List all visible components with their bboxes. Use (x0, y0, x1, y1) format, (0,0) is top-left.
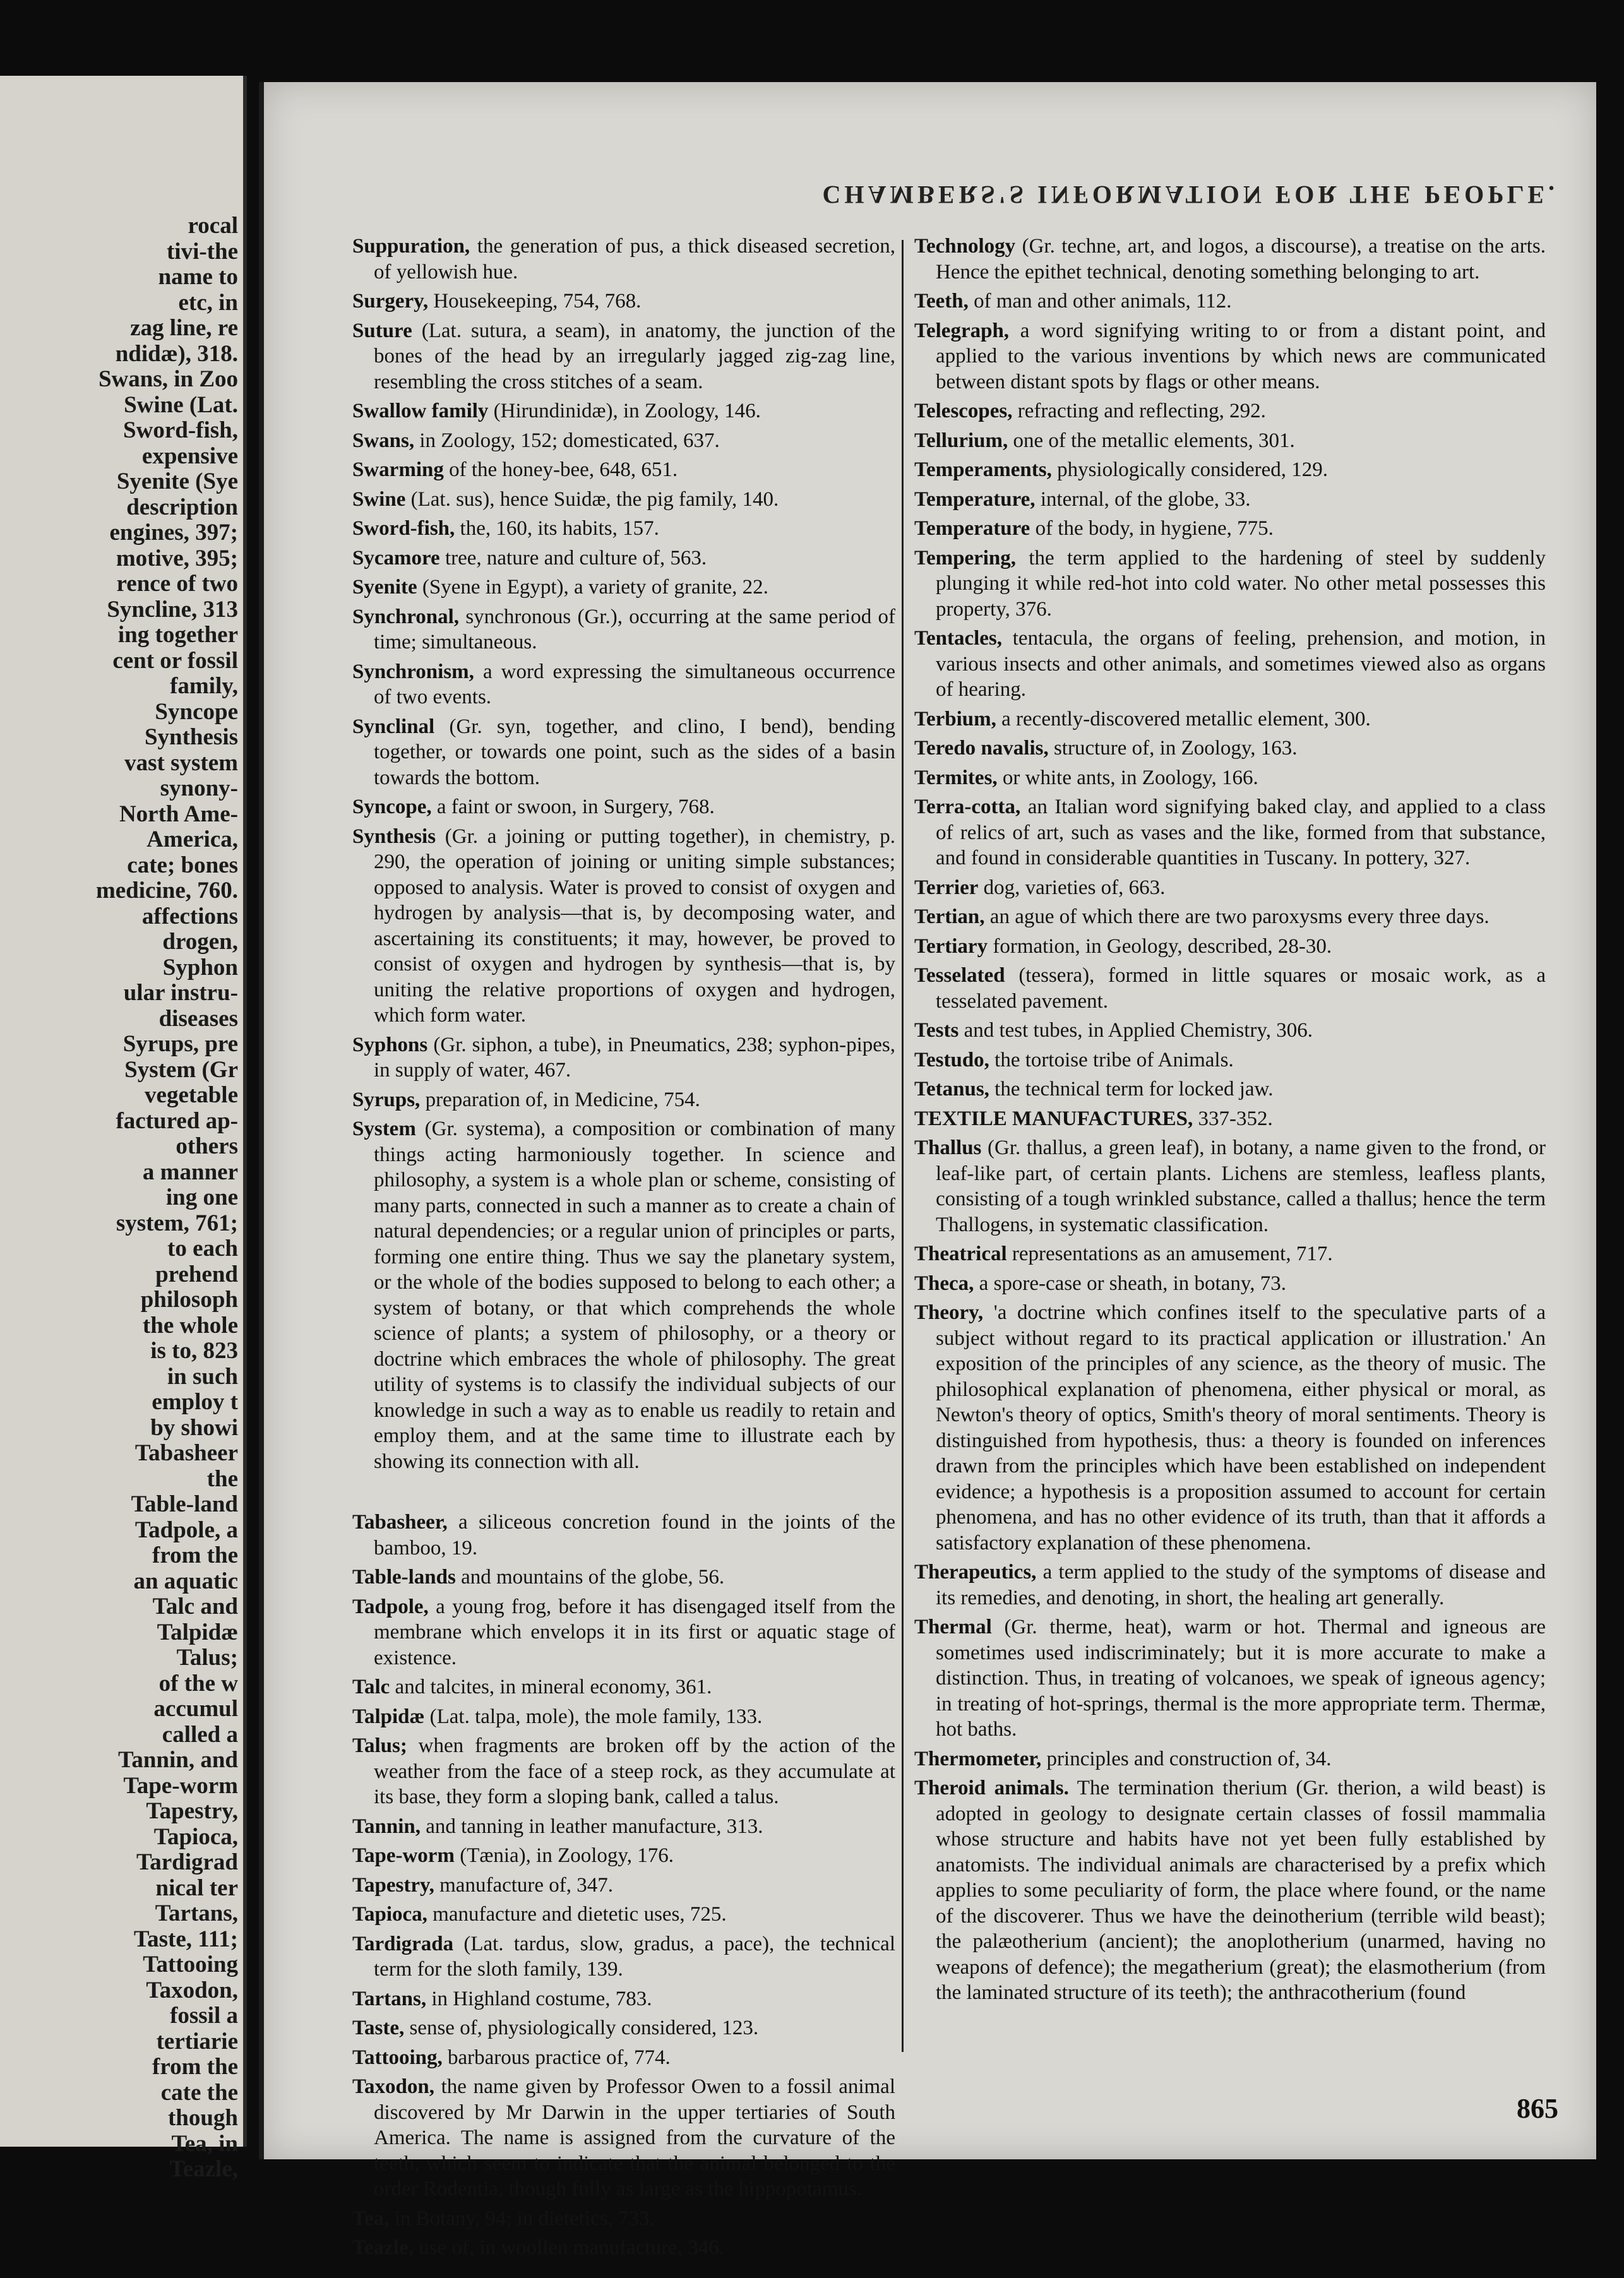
facing-page-line: tertiarie (156, 2028, 238, 2054)
entry-text: the technical term for locked jaw. (994, 1078, 1274, 1100)
entry-text: a word signifying writing to or from a distant point, and applied to the various inventions by which news are communicated between distant spots by flags or other means. (936, 319, 1546, 393)
entry-text: a spore-case or sheath, in botany, 73. (979, 1272, 1286, 1295)
index-entry (914, 1775, 1546, 2006)
index-entry (914, 398, 1546, 424)
entry-text: dog, varieties of, 663. (983, 876, 1166, 899)
index-entry (352, 516, 895, 542)
facing-page-line: Taste, 111; (133, 1926, 238, 1952)
entry-headword: Tadpole, (352, 1595, 429, 1618)
index-entry (352, 457, 895, 483)
entry-text: and tanning in leather manufacture, 313. (426, 1815, 763, 1838)
entry-text: in Zoology, 152; domesticated, 637. (419, 429, 720, 452)
entry-headword: Tellurium, (914, 429, 1008, 452)
facing-page-line: Talus; (176, 1645, 238, 1671)
entry-headword: Synchronism, (352, 660, 474, 683)
index-entry (352, 714, 895, 791)
facing-page-line: is to, 823 (150, 1338, 238, 1364)
entry-headword: Theca, (914, 1272, 974, 1295)
facing-page-line: in such (167, 1363, 238, 1390)
entry-text: internal, of the globe, 33. (1040, 487, 1251, 511)
index-entry (352, 1733, 895, 1810)
entry-text: the name given by Professor Owen to a fossil animal discovered by Mr Darwin in the upper tertiaries of South America. The name is assigned from the curvature of the teeth, which seem to indicate that the animal belonged to the order Rodentia, though fully as large as the hippopotamus. (374, 2075, 895, 2200)
entry-headword: Telegraph, (914, 319, 1010, 342)
entry-headword: Talc (352, 1676, 390, 1698)
facing-page-line: medicine, 760. (95, 878, 238, 903)
entry-headword: Tapestry, (352, 1873, 434, 1897)
facing-page-line: vegetable (145, 1082, 238, 1108)
index-column-right (914, 234, 1546, 2010)
entry-headword: Syrups, (352, 1088, 421, 1111)
entry-headword: Table-lands (352, 1566, 456, 1589)
index-entry (914, 875, 1546, 901)
entry-text: manufacture and dietetic uses, 725. (433, 1903, 727, 1926)
entry-headword: Theory, (914, 1301, 984, 1324)
facing-page-line: ular instru- (123, 980, 238, 1006)
entry-text: a term applied to the study of the symptoms of disease and its remedies, and denoting, in short, the healing art generally. (936, 1561, 1546, 1609)
facing-page-line: employ t (152, 1389, 238, 1415)
entry-headword: Synchronal, (352, 605, 460, 628)
entry-headword: Terrier (914, 876, 979, 899)
entry-headword: Tartans, (352, 1987, 427, 2010)
index-entry (352, 1032, 895, 1083)
facing-page-line: America, (146, 826, 238, 852)
entry-text: (Gr. therme, heat), warm or hot. Thermal and igneous are sometimes used indiscriminately; but it is more accurate to make a distinction. Thus, in treating of volcanoes, we speak of igneous agency; in treating of hot-springs, thermal is the more appropriate term. Thermæ, hot baths. (936, 1616, 1546, 1741)
index-entry (352, 1986, 895, 2012)
entry-headword: Syenite (352, 576, 417, 599)
index-entry (914, 457, 1546, 483)
entry-headword: Suppuration, (352, 235, 470, 258)
index-entry (352, 2206, 895, 2232)
index-entry (914, 1135, 1546, 1237)
entry-headword: Thallus (914, 1136, 982, 1159)
entry-text: refracting and reflecting, 292. (1017, 400, 1266, 422)
index-entry (914, 963, 1546, 1014)
entry-headword: Swans, (352, 429, 415, 452)
facing-page-line: the whole (142, 1312, 238, 1339)
index-entry (352, 398, 895, 424)
facing-page-line: expensive (141, 443, 238, 469)
facing-page-line: Tape-worm (123, 1772, 238, 1799)
index-entry (352, 824, 895, 1029)
entry-text: (Lat. talpa, mole), the mole family, 133. (429, 1705, 763, 1728)
facing-page-line: fossil a (170, 2003, 238, 2029)
entry-headword: Terra-cotta, (914, 796, 1021, 818)
entry-text: physiologically considered, 129. (1057, 458, 1328, 481)
facing-page-line: engines, 397; (109, 520, 238, 546)
entry-text: (Gr. a joining or putting together), in chemistry, p. 290, the operation of joining or uniting simple substances; opposed to analysis. Water is proved to consist of oxygen and hydrogen by analysis—that is, by decomposing water, and ascertaining its constituents; it may, however, be proved to consist of oxygen and hydrogen by synthesis—that is, by uniting the relative proportions of oxygen and hydrogen, which form water. (374, 825, 896, 1027)
page-number: 865 (1517, 2093, 1558, 2124)
index-entry (352, 1116, 895, 1474)
index-entry (352, 604, 895, 655)
facing-page-line: by showi (150, 1414, 238, 1441)
entry-text: (Gr. systema), a composition or combination of many things acting harmoniously together. In science and philosophy, a system is a whole plan or scheme, consisting of many parts, connected in such a manner as to create a chain of natural dependencies; or a regular union of principles or parts, forming one entire thing. Thus we say the planetary system, or the whole of the bodies supposed to belong to each other; a system of botany, or that which comprehends the whole science of plants; a system of philosophy, or a theory or doctrine which embraces the whole of philosophy. The great utility of systems is to classify the individual subjects of our knowledge in such a way as to enable us readily to retain and employ them, and at the same time to illustrate each by showing its connection with all. (374, 1118, 896, 1473)
index-entry (352, 2015, 895, 2041)
entry-headword: Swallow family (352, 400, 489, 422)
facing-page-line: drogen, (162, 929, 238, 955)
entry-text: Housekeeping, 754, 768. (433, 290, 642, 313)
index-entry (914, 1106, 1546, 1132)
index-entry (914, 1300, 1546, 1556)
facing-page-line: Synthesis (144, 724, 238, 750)
entry-text: use of, in woollen manufacture, 346. (419, 2236, 724, 2259)
entry-text: (Tænia), in Zoology, 176. (460, 1844, 674, 1867)
entry-headword: Sword-fish, (352, 517, 455, 540)
entry-text: 337-352. (1198, 1107, 1273, 1130)
facing-page-line: Syenite (Sye (116, 468, 238, 494)
facing-page-line: cate; bones (127, 852, 238, 878)
index-entry (352, 289, 895, 314)
entry-text: (tessera), formed in little squares or mosaic work, as a tesselated pavement. (936, 964, 1546, 1013)
facing-page-line: description (126, 494, 238, 520)
index-entry (352, 1814, 895, 1840)
index-entry (352, 1902, 895, 1928)
entry-headword: System (352, 1118, 416, 1140)
facing-page-fragment (0, 76, 247, 2182)
facing-page-line: affections (141, 903, 238, 929)
entry-headword: Testudo, (914, 1048, 989, 1071)
facing-page-line: zag line, re (130, 315, 238, 341)
entry-headword: Taste, (352, 2017, 405, 2039)
facing-page-line: though (167, 2105, 238, 2131)
entry-headword: Tannin, (352, 1815, 421, 1838)
column-rule (902, 240, 904, 2052)
facing-page-line: to each (167, 1236, 238, 1261)
index-entry (352, 1674, 895, 1700)
entry-text: the tortoise tribe of Animals. (994, 1048, 1234, 1071)
index-entry (352, 1704, 895, 1730)
index-entry (914, 289, 1546, 314)
facing-page-line: Tattooing (143, 1952, 238, 1977)
index-entry (914, 934, 1546, 960)
entry-headword: Syphons (352, 1033, 428, 1056)
entry-text: (Gr. techne, art, and logos, a discourse), a treatise on the arts. Hence the epithet technical, denoting something belonging to art. (936, 235, 1546, 283)
entry-text: in Botany, 94; in dietetics, 733. (394, 2207, 655, 2230)
entry-text: in Highland costume, 783. (431, 1987, 652, 2010)
entry-text: representations as an amusement, 717. (1012, 1243, 1333, 1265)
entry-headword: Surgery, (352, 290, 429, 313)
index-entry (914, 487, 1546, 513)
facing-page-line: Sword-fish, (123, 417, 238, 443)
facing-page-line: name to (158, 264, 238, 290)
entry-text: sense of, physiologically considered, 123. (409, 2017, 759, 2039)
entry-headword: Technology (914, 235, 1016, 258)
facing-page-line: Tartans, (155, 1900, 238, 1926)
entry-headword: Telescopes, (914, 400, 1013, 422)
facing-page-line: cent or fossil (112, 647, 238, 674)
entry-text: the generation of pus, a thick diseased secretion, of yellowish hue. (374, 235, 895, 283)
entry-text: synchronous (Gr.), occurring at the same period of time; simultaneous. (374, 605, 895, 653)
facing-page-line: synony- (160, 775, 238, 801)
entry-text: of the honey-bee, 648, 651. (449, 458, 678, 481)
facing-page-line: from the (152, 2054, 238, 2080)
entry-text: structure of, in Zoology, 163. (1053, 737, 1298, 760)
facing-page-line: others (176, 1133, 238, 1159)
entry-text: barbarous practice of, 774. (447, 2046, 671, 2069)
index-entry (914, 1241, 1546, 1267)
entry-headword: Tertiary (914, 934, 988, 958)
index-entry (914, 1746, 1546, 1772)
entry-headword: TEXTILE MANUFACTURES, (914, 1107, 1193, 1130)
entry-headword: Tapioca, (352, 1903, 427, 1926)
index-entry (352, 1843, 895, 1869)
facing-page-line: North Ame- (119, 801, 238, 827)
entry-headword: Suture (352, 319, 412, 342)
index-entry (914, 707, 1546, 732)
index-entry (914, 765, 1546, 791)
facing-page-line: factured ap- (116, 1107, 238, 1134)
index-entry (914, 546, 1546, 623)
entry-text: a siliceous concretion found in the joints of the bamboo, 19. (374, 1511, 895, 1559)
entry-text: (Gr. thallus, a green leaf), in botany, a name given to the frond, or leaf-like part, of certain plants. Lichens are stemless, leafless plants, consisting of a tough wrinkled substance, called a thallus; hence the term Thallogens, in systematic classification. (936, 1136, 1546, 1236)
entry-text: (Lat. sus), hence Suidæ, the pig family, 140. (410, 487, 779, 511)
facing-page-line: the (206, 1465, 238, 1492)
facing-page-line: System (Gr (124, 1056, 238, 1083)
index-entry (352, 487, 895, 513)
running-head: CHAMBERS'S INFORMATION FOR THE PEOPLE. (822, 181, 1558, 209)
entry-headword: Tests (914, 1019, 959, 1042)
entry-headword: Synthesis (352, 825, 436, 848)
entry-text: and mountains of the globe, 56. (461, 1566, 725, 1589)
facing-page-line: tivi-the (166, 238, 238, 265)
entry-text: preparation of, in Medicine, 754. (425, 1088, 700, 1111)
facing-page-line: a manner (142, 1159, 238, 1185)
facing-page-line: rocal (188, 213, 238, 239)
index-entry (914, 1047, 1546, 1073)
index-entry (914, 1076, 1546, 1102)
entry-text: (Syene in Egypt), a variety of granite, 22. (422, 576, 768, 599)
entry-text: the term applied to the hardening of steel by suddenly plunging it while red-hot into cold water. No other metal possesses this property, 376. (936, 546, 1546, 621)
facing-page-line: Tea, in (171, 2130, 238, 2157)
facing-page-line: called a (162, 1721, 238, 1748)
entry-text: an ague of which there are two paroxysms every three days. (989, 905, 1490, 928)
entry-text: (Gr. siphon, a tube), in Pneumatics, 238; syphon-pipes, in supply of water, 467. (374, 1033, 896, 1082)
facing-page-line: Tardigrad (136, 1849, 238, 1875)
entry-headword: Therapeutics, (914, 1561, 1037, 1583)
entry-headword: Temperature (914, 517, 1030, 540)
entry-text: of man and other animals, 112. (974, 290, 1232, 313)
entry-headword: Taxodon, (352, 2075, 434, 2098)
index-entry (914, 428, 1546, 454)
entry-headword: Tardigrada (352, 1932, 454, 1955)
entry-headword: Tabasheer, (352, 1511, 448, 1534)
facing-page-line: rence of two (116, 571, 238, 597)
facing-page-line: of the w (158, 1670, 238, 1697)
facing-page-line: Syncline, 313 (107, 596, 238, 623)
index-entry (352, 1510, 895, 1561)
facing-page-line: Swine (Lat. (124, 391, 238, 418)
entry-headword: Temperaments, (914, 458, 1052, 481)
entry-text: of the body, in hygiene, 775. (1035, 517, 1274, 540)
entry-text: a word expressing the simultaneous occurrence of two events. (374, 660, 895, 708)
index-entry (352, 234, 895, 285)
entry-headword: Tape-worm (352, 1844, 455, 1867)
entry-headword: Tetanus, (914, 1078, 989, 1100)
facing-page-line: philosoph (140, 1287, 238, 1313)
entry-headword: Tattooing, (352, 2046, 443, 2069)
entry-headword: Teeth, (914, 290, 969, 313)
facing-page-line: cate the (160, 2079, 238, 2106)
index-entry (914, 516, 1546, 542)
entry-headword: Tea, (352, 2207, 390, 2230)
facing-page-line: Tabasheer (134, 1440, 238, 1466)
index-entry (914, 1018, 1546, 1044)
entry-text: or white ants, in Zoology, 166. (1002, 766, 1258, 789)
index-entry (352, 659, 895, 710)
entry-text: (Gr. syn, together, and clino, I bend), bending together, or towards one point, such as the sides of a basin towards the bottom. (374, 715, 896, 789)
index-entry (914, 736, 1546, 761)
facing-page-line: Tadpole, a (134, 1517, 238, 1543)
facing-page-line: prehend (155, 1261, 238, 1287)
index-entry (914, 1614, 1546, 1743)
index-entry (914, 234, 1546, 285)
entry-text: (Lat. tardus, slow, gradus, a pace), the technical term for the sloth family, 139. (374, 1932, 895, 1981)
index-entry (914, 318, 1546, 395)
entry-headword: Teazle, (352, 2236, 414, 2259)
entry-text: manufacture of, 347. (439, 1873, 614, 1897)
index-entry (352, 1931, 895, 1983)
index-entry (352, 1594, 895, 1671)
facing-page-line: system, 761; (116, 1210, 238, 1236)
entry-text: a young frog, before it has disengaged itself from the membrane which envelops it in its first or aquatic stage of existence. (374, 1595, 896, 1669)
entry-text: 'a doctrine which confines itself to the speculative parts of a subject without regard to its practical application or illustration.' An exposition of the principles of any science, as the theory of music. The philosophical explanation of phenomena, either physical or moral, as Newton's theory of optics, Smith's theory of moral sentiments. Theory is distinguished from hypothesis, thus: a theory is founded on inferences drawn from the principles which have been established on independent evidence; a hypothesis is a proposition assumed to account for certain phenomena, and has no other evidence of its truth, than that it affords a satisfactory explanation of these phenomena. (936, 1301, 1546, 1554)
entry-headword: Thermal (914, 1616, 992, 1638)
index-entry (352, 318, 895, 395)
facing-page-line: Table-land (131, 1491, 238, 1517)
entry-text: (Hirundinidæ), in Zoology, 146. (493, 400, 761, 422)
facing-page-line: Teazle, (169, 2156, 238, 2182)
index-entry (352, 2045, 895, 2071)
index-entry (914, 1559, 1546, 1611)
entry-headword: Swine (352, 487, 406, 511)
entry-headword: Syncope, (352, 796, 432, 818)
facing-page-line: from the (152, 1542, 238, 1568)
entry-text: principles and construction of, 34. (1046, 1747, 1332, 1770)
index-entry (914, 626, 1546, 703)
entry-headword: Tempering, (914, 546, 1017, 570)
entry-text: a recently-discovered metallic element, 300. (1001, 707, 1371, 731)
facing-page-line: accumul (153, 1696, 238, 1722)
index-entry (914, 1271, 1546, 1297)
index-column-left (352, 234, 895, 2265)
facing-page-line: Swans, in Zoo (98, 366, 238, 392)
entry-headword: Thermometer, (914, 1747, 1042, 1770)
index-entry (352, 2074, 895, 2202)
entry-text: formation, in Geology, described, 28-30. (993, 934, 1332, 958)
entry-headword: Temperature, (914, 487, 1036, 511)
facing-page-line: Taxodon, (146, 1977, 238, 2003)
facing-page-line: ing together (117, 622, 238, 648)
facing-page-line: Syncope (155, 698, 238, 725)
entry-text: when fragments are broken off by the action of the weather from the face of a steep rock, as they accumulate at its base, they form a sloping bank, called a talus. (374, 1734, 896, 1808)
entry-text: the, 160, its habits, 157. (460, 517, 659, 540)
entry-text: tentacula, the organs of feeling, prehension, and motion, in various insects and other animals, and sometimes viewed also as organs of hearing. (936, 627, 1546, 701)
entry-headword: Terbium, (914, 707, 996, 731)
facing-page-line: vast system (124, 749, 238, 776)
facing-page-line: Tapioca, (153, 1823, 238, 1850)
entry-text: one of the metallic elements, 301. (1013, 429, 1295, 452)
entry-headword: Swarming (352, 458, 444, 481)
facing-page-line: ndidæ), 318. (115, 340, 238, 367)
entry-headword: Theroid animals. (914, 1777, 1069, 1799)
facing-page-line: etc, in (178, 289, 238, 316)
facing-page-line: diseases (158, 1005, 238, 1032)
facing-page-line: nical ter (155, 1875, 238, 1901)
entry-text: a faint or swoon, in Surgery, 768. (436, 796, 715, 818)
index-entry (352, 794, 895, 820)
facing-page-line: motive, 395; (116, 545, 238, 571)
entry-headword: Tentacles, (914, 627, 1003, 650)
facing-page-line: Talc and (152, 1594, 238, 1619)
facing-page-line: Syphon (162, 954, 238, 981)
facing-page-line: family, (170, 673, 238, 699)
index-entry (914, 904, 1546, 930)
book-page (259, 82, 1596, 2259)
section-gap (352, 1478, 895, 1510)
index-entry (352, 1873, 895, 1899)
entry-headword: Termites, (914, 766, 998, 789)
index-entry (352, 1565, 895, 1590)
index-entry (352, 1087, 895, 1113)
index-entry (352, 428, 895, 454)
entry-text: The termination therium (Gr. therion, a wild beast) is adopted in geology to designate certain classes of fossil mammalia whose structure and habits have not yet been fully established by anatomists. The individual animals are characterised by a prefix which applies to some peculiarity of form, the place where found, or the name of the discoverer. Thus we have the deinotherium (terrible wild beast); the palæotherium (ancient); the anoplotherium (unarmed, having no weapons of defence); the megatherium (great); the elasmotherium (from the laminated structure of its teeth); the anthracotherium (found (936, 1777, 1546, 2004)
entry-headword: Synclinal (352, 715, 435, 738)
entry-text: and test tubes, in Applied Chemistry, 306. (964, 1019, 1313, 1042)
entry-headword: Teredo navalis, (914, 737, 1049, 760)
facing-page-line: Syrups, pre (122, 1031, 238, 1057)
index-entry (352, 575, 895, 600)
facing-page-line: an aquatic (133, 1568, 238, 1594)
entry-headword: Sycamore (352, 546, 440, 570)
index-entry (914, 794, 1546, 871)
entry-text: tree, nature and culture of, 563. (445, 546, 707, 570)
entry-text: (Lat. sutura, a seam), in anatomy, the junction of the bones of the head by an irregularly jagged zig-zag line, resembling the cross stitches of a seam. (374, 319, 896, 393)
entry-headword: Theatrical (914, 1243, 1007, 1265)
entry-headword: Tertian, (914, 905, 985, 928)
entry-headword: Talpidæ (352, 1705, 425, 1728)
facing-page-line: Tapestry, (146, 1798, 238, 1824)
facing-page-line: Talpidæ (157, 1619, 238, 1645)
entry-text: an Italian word signifying baked clay, and applied to a class of relics of art, such as vases and the like, formed from that substance, and found in considerable quantities in Tuscany. In pottery, 327. (936, 796, 1546, 869)
facing-page-line: ing one (165, 1184, 238, 1210)
entry-text: and talcites, in mineral economy, 361. (395, 1676, 712, 1698)
entry-headword: Tesselated (914, 964, 1005, 987)
index-entry (352, 546, 895, 571)
entry-headword: Talus; (352, 1734, 407, 1757)
facing-page-line: Tannin, and (118, 1747, 238, 1773)
index-entry (352, 2235, 895, 2261)
